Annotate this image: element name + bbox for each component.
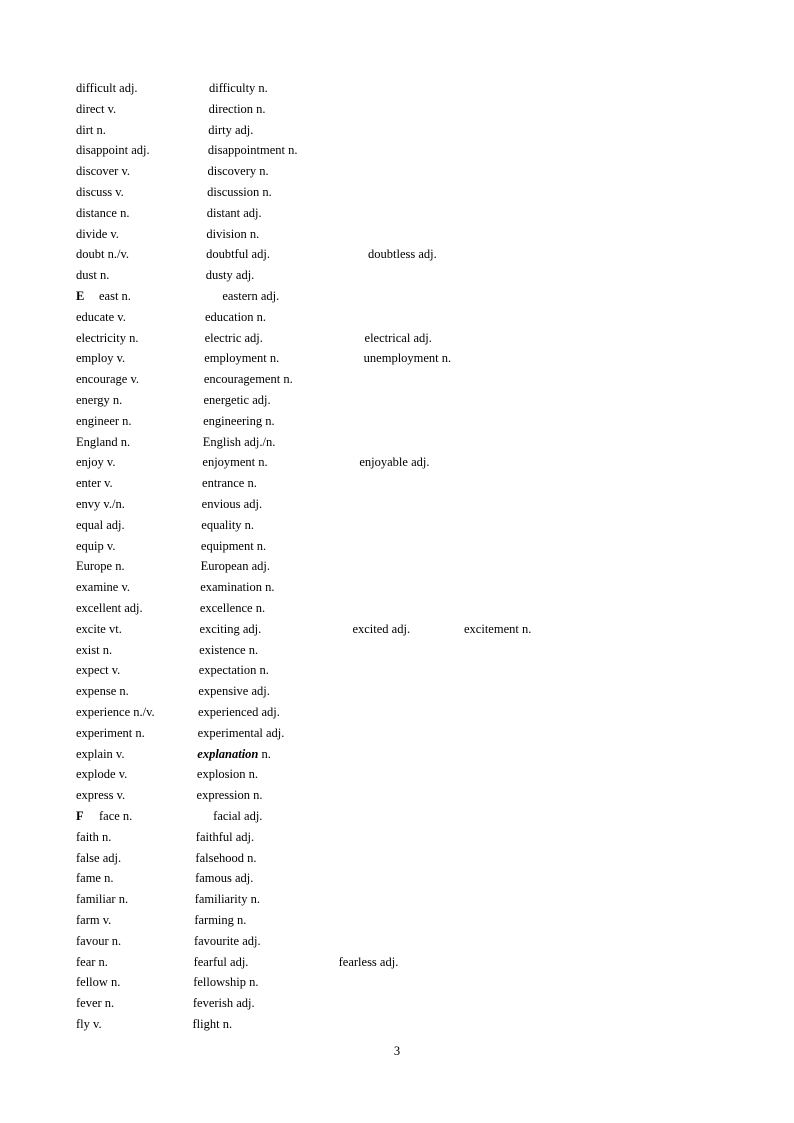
word-entry: flight n. [192,1017,233,1031]
word-entry: experiment n. [76,725,145,740]
word-entry: disappoint adj. [76,143,150,158]
emphasized-word: explanation [197,746,259,761]
word-entry: exciting adj. [199,621,262,636]
word-entry: experimental adj. [197,725,285,740]
word-entry: Europe n. [76,559,125,574]
word-entry: discover v. [76,164,131,179]
word-entry: division n. [206,226,260,241]
word-entry: discuss v. [76,185,124,199]
word-entry: engineering n. [203,413,275,428]
word-entry: engineer n. [76,413,132,428]
word-row [0,244,794,264]
word-entry: direction n. [208,101,266,116]
word-row [0,140,794,160]
word-entry: European adj. [200,559,270,574]
word-entry: expense n. [76,684,129,699]
word-entry: fly v. [76,1017,102,1031]
word-row [0,432,794,452]
word-row [0,723,794,743]
word-row [0,99,794,119]
word-row [0,598,794,618]
word-entry: equal adj. [76,517,125,532]
word-entry: farming n. [194,913,247,927]
word-entry: doubtful adj. [206,247,270,262]
word-row [0,224,794,244]
word-row [0,411,794,431]
word-row [0,806,794,826]
word-entry: equipment n. [200,538,267,553]
word-row [0,619,794,639]
word-entry: energetic adj. [203,393,271,407]
word-entry: envious adj. [201,497,263,511]
word-entry: fearful adj. [193,954,249,969]
word-row [0,972,794,992]
word-entry: excellence n. [199,601,266,615]
word-entry: English adj./n. [202,434,276,449]
word-entry: dirty adj. [208,122,254,137]
word-entry: education n. [204,309,267,324]
word-entry: explosion n. [196,767,258,782]
word-entry: expression n. [196,788,263,803]
word-entry: discussion n. [207,185,272,199]
word-entry: famous adj. [195,871,254,886]
word-entry: energy n. [76,393,123,407]
word-entry: feverish adj. [192,996,255,1011]
word-row [0,1014,794,1034]
word-entry: fellowship n. [193,975,259,990]
word-row [0,556,794,576]
word-entry: unemployment n. [363,351,452,366]
page-number: 3 [393,1044,401,1058]
word-entry: excite vt. [76,621,122,636]
word-row [0,494,794,514]
word-entry: faith n. [76,829,112,844]
word-row [0,348,794,368]
word-row [0,78,794,98]
word-entry: enjoy v. [76,455,116,470]
word-entry: false adj. [76,850,122,865]
word-entry: employ v. [76,351,126,366]
word-row [0,265,794,285]
word-row [0,681,794,701]
word-entry: encourage v. [76,372,140,387]
word-entry: divide v. [76,226,119,241]
word-entry: experience n./v. [76,705,155,719]
word-row [0,993,794,1013]
word-entry: examine v. [76,580,131,595]
word-row [0,889,794,909]
word-row [0,910,794,930]
word-entry: distance n. [76,205,130,220]
word-row [0,286,794,306]
word-row [0,328,794,348]
word-entry: encouragement n. [203,372,293,387]
word-entry: familiar n. [76,892,129,907]
word-row [0,702,794,722]
word-entry: direct v. [76,101,117,116]
word-row [0,536,794,556]
word-row [0,203,794,223]
word-row [0,120,794,140]
word-row [0,452,794,472]
word-row [0,785,794,805]
word-row [0,827,794,847]
word-entry: expectation n. [198,663,269,678]
word-entry: exist n. [76,642,113,657]
word-entry: excitement n. [464,621,532,636]
word-entry: difficulty n. [209,81,268,95]
word-entry: dust n. [76,268,110,283]
word-entry: face n. [99,809,133,823]
word-row [0,952,794,972]
word-entry: discovery n. [207,164,269,179]
word-row [0,182,794,202]
word-entry: excited adj. [352,621,411,636]
word-entry: distant adj. [206,205,262,220]
word-row [0,848,794,868]
word-entry: familiarity n. [194,892,260,907]
word-entry: favour n. [76,933,122,948]
word-entry: farm v. [76,913,112,927]
word-row [0,307,794,327]
word-entry: existence n. [199,642,259,657]
word-suffix: n. [261,746,271,761]
word-entry: falsehood n. [195,850,257,865]
word-row [0,640,794,660]
word-entry: dusty adj. [205,268,255,283]
word-entry: explode v. [76,767,128,782]
word-entry: enjoyable adj. [359,455,430,470]
word-entry: envy v./n. [76,497,125,511]
word-entry: enter v. [76,476,113,491]
word-entry: England n. [76,434,131,449]
word-entry: examination n. [200,580,275,595]
word-entry: dirt n. [76,122,106,137]
word-entry: educate v. [76,309,126,324]
word-entry: equip v. [76,538,116,553]
word-entry: equality n. [201,517,255,532]
word-entry: electrical adj. [364,330,432,345]
word-entry: fear n. [76,954,108,969]
word-row [0,369,794,389]
word-row [0,764,794,784]
word-row [0,161,794,181]
word-entry: electric adj. [204,330,263,345]
word-entry: fearless adj. [338,954,399,969]
word-entry: explain v. [76,746,125,761]
word-entry: fellow n. [76,975,121,990]
word-entry: doubtless adj. [368,247,437,262]
word-entry: employment n. [204,351,280,366]
word-entry: fever n. [76,996,115,1011]
word-entry: excellent adj. [76,601,143,615]
word-entry: enjoyment n. [202,455,268,470]
word-row [0,868,794,888]
word-entry [197,744,271,764]
word-entry: expensive adj. [198,684,270,699]
word-entry: difficult adj. [76,81,138,95]
word-row [0,660,794,680]
word-entry: faithful adj. [195,829,255,844]
word-row [0,577,794,597]
word-entry: facial adj. [213,809,263,823]
word-entry: doubt n./v. [76,247,130,262]
word-row [0,744,794,764]
word-row [0,390,794,410]
section-letter: F [76,809,84,823]
word-row [0,931,794,951]
word-entry: entrance n. [202,476,257,491]
word-entry: express v. [76,788,126,803]
word-entry: eastern adj. [222,289,280,303]
word-row [0,515,794,535]
word-entry: electricity n. [76,330,139,345]
word-entry: expect v. [76,663,121,678]
word-entry: favourite adj. [193,933,261,948]
word-row [0,473,794,493]
word-entry: experienced adj. [198,705,280,719]
word-entry: disappointment n. [207,143,298,158]
section-letter: E [76,289,85,303]
word-entry: fame n. [76,871,114,886]
word-entry: east n. [99,289,131,303]
